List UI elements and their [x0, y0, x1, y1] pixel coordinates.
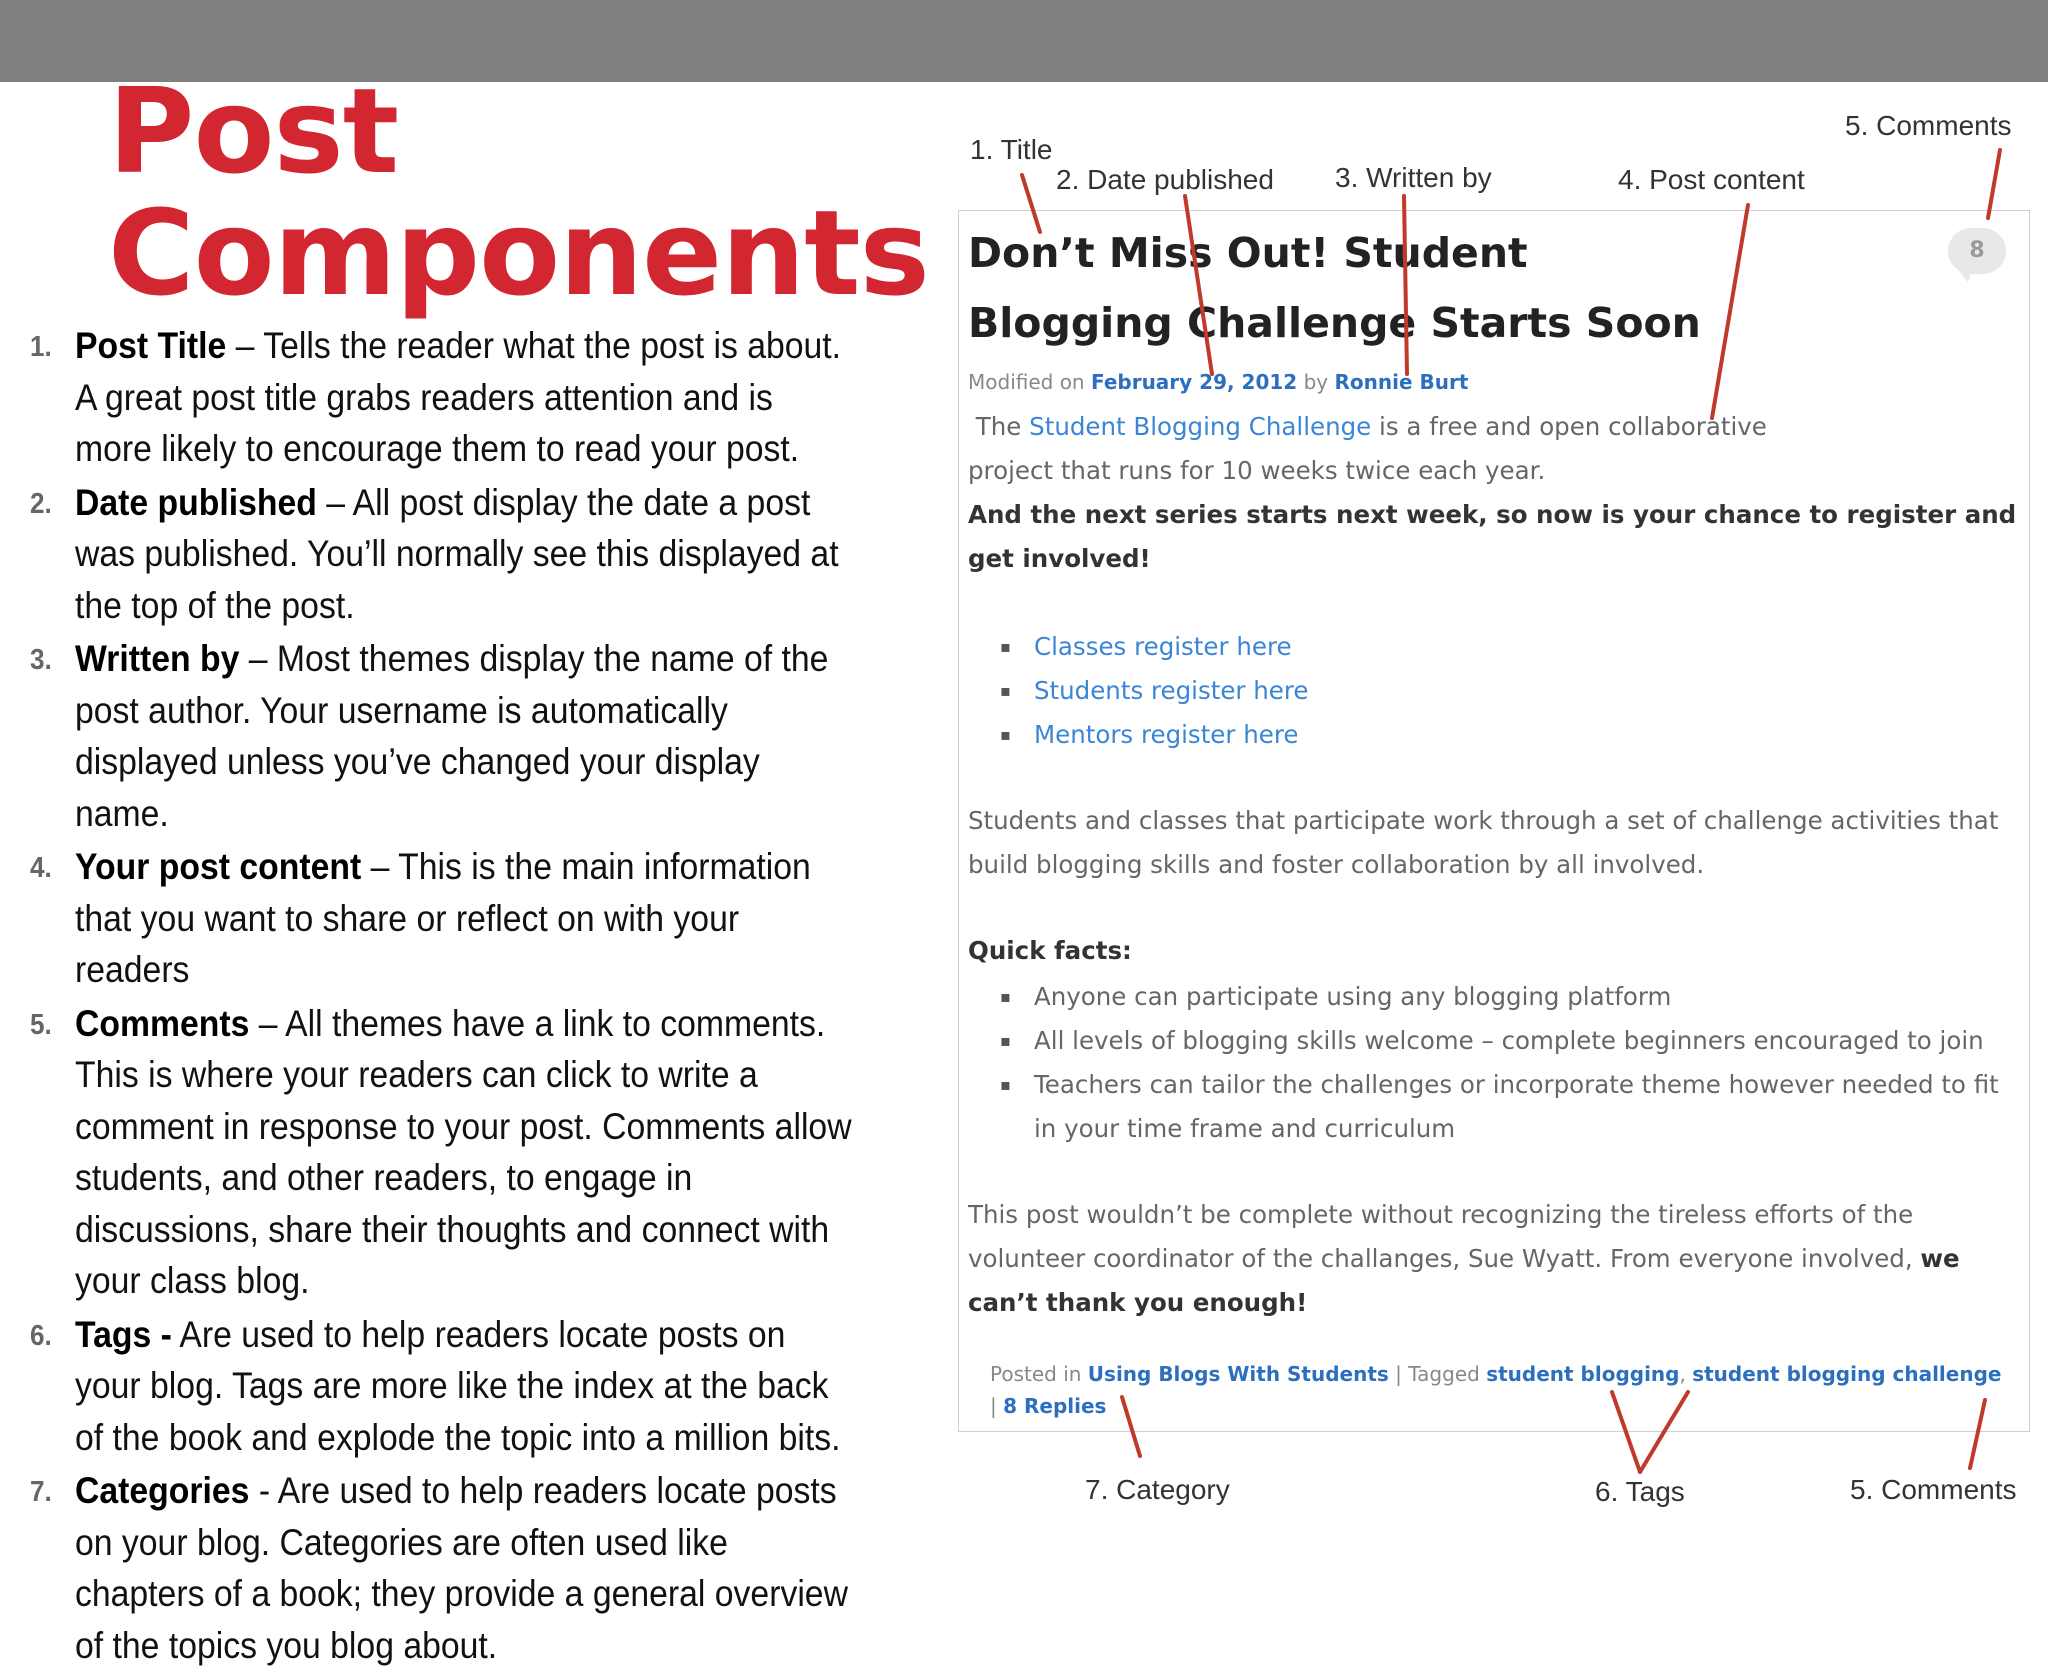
annotation-tags: 6. Tags [1595, 1476, 1685, 1507]
post-title[interactable]: Don’t Miss Out! Student Blogging Challenge Starts Soon [968, 229, 1701, 347]
list-item: ▪ Anyone can participate using any blogging platform [968, 975, 2028, 1019]
list-item: ▪ Teachers can tailor the challenges or incorporate theme however needed to fit in your time frame and curriculum [968, 1063, 2028, 1151]
meta-prefix: Modified on [968, 370, 1091, 394]
item-description: – Tells the reader what the post is about. A great post title grabs readers attention and is more likely to encourage them to read your post. [75, 324, 842, 469]
list-item: ▪ All levels of blogging skills welcome – complete beginners encouraged to join [968, 1019, 2028, 1063]
tag-link[interactable]: student blogging [1486, 1362, 1680, 1386]
mentors-register-link[interactable]: Mentors register here [1034, 720, 1299, 749]
item-description: - Are used to help readers locate posts on your blog. Categories are often used like chapters of a book; they provide a general overview of the topics you blog about. [75, 1469, 848, 1666]
students-register-link[interactable]: Students register here [1034, 676, 1309, 705]
item-term: Written by [75, 637, 240, 679]
separator: | [990, 1394, 1004, 1418]
date-link[interactable]: February 29, 2012 [1090, 370, 1298, 394]
closing-bold: we can’t thank you enough! [968, 1244, 1960, 1317]
pointer-comments-bottom [1970, 1400, 1985, 1468]
tag-separator: , [1679, 1362, 1693, 1386]
item-term: Your post content [75, 845, 362, 887]
quick-facts-heading: Quick facts: [968, 936, 1132, 965]
slide-title-line-1: Post [108, 62, 399, 200]
annotation-post-content: 4. Post content [1618, 164, 1805, 195]
item-term: Comments [75, 1001, 250, 1044]
item-number: 3. [30, 644, 52, 676]
item-number: 5. [30, 1008, 52, 1041]
classes-register-link[interactable]: Classes register here [1034, 632, 1292, 661]
annotation-comments-bottom: 5. Comments [1850, 1474, 2017, 1505]
replies-link[interactable]: 8 Replies [1003, 1394, 1107, 1418]
author-link[interactable]: Ronnie Burt [1334, 370, 1469, 394]
item-term: Categories [75, 1469, 250, 1511]
item-description: – This is the main information that you want to share or reflect on with your readers [75, 845, 811, 990]
annotation-date-published: 2. Date published [1056, 164, 1274, 195]
item-number: 7. [30, 1476, 52, 1508]
pointer-comments-top [1988, 150, 2000, 218]
pointer-tag-1 [1612, 1392, 1640, 1472]
closing-text: This post wouldn’t be complete without recognizing the tireless efforts of the volunteer coordinator of the challanges, Sue Wyatt. From everyone involved, [968, 1200, 1921, 1273]
comment-count-bubble[interactable]: 8 [1948, 228, 2006, 274]
description-paragraph: Students and classes that participate work through a set of challenge activities that build blogging skills and foster collaboration by all involved. [968, 806, 1999, 879]
pointer-date [1185, 196, 1212, 374]
category-link[interactable]: Using Blogs With Students [1087, 1362, 1389, 1386]
item-number: 1. [30, 331, 52, 363]
item-number: 4. [30, 852, 52, 884]
item-number: 6. [30, 1319, 52, 1352]
annotation-comments-top: 5. Comments [1845, 110, 2012, 141]
item-description: – All themes have a link to comments. This is where your readers can click to write a comment in response to your post. Comments allow students, and other readers, to engage in discussions, share their thoughts and connect with your class blog. [75, 1001, 852, 1301]
item-term: Tags - [75, 1312, 172, 1355]
bold-announcement: And the next series starts next week, so now is your chance to register and get involved! [968, 500, 2017, 573]
item-number: 2. [30, 487, 52, 520]
item-description: – All post display the date a post was published. You’ll normally see this displayed at the top of the post. [75, 480, 839, 626]
pointer-category [1122, 1397, 1140, 1456]
posted-in-label: Posted in [990, 1362, 1088, 1386]
intro-text-3: project that runs for 10 weeks twice each year. [968, 456, 1546, 485]
pointer-post-content [1712, 205, 1748, 418]
tag-link[interactable]: student blogging challenge [1692, 1362, 2002, 1386]
annotation-title: 1. Title [970, 134, 1053, 165]
item-description: Are used to help readers locate posts on your blog. Tags are more like the index at the back of the book and explode the topic into a million bits. [75, 1312, 841, 1458]
annotation-category: 7. Category [1085, 1474, 1230, 1505]
slide-title-line-2: Components [108, 184, 929, 322]
item-description: – Most themes display the name of the post author. Your username is automatically displayed unless you’ve changed your display name. [75, 637, 829, 834]
meta-by: by [1297, 370, 1335, 394]
item-term: Post Title [75, 324, 227, 366]
intro-text: The [975, 412, 1030, 441]
tagged-label: | Tagged [1388, 1362, 1487, 1386]
pointer-tag-2 [1640, 1392, 1688, 1472]
pointer-written-by [1404, 196, 1407, 374]
intro-text-2: is a free and open collaborative [1371, 412, 1767, 441]
annotation-written-by: 3. Written by [1335, 162, 1492, 193]
challenge-link[interactable]: Student Blogging Challenge [1029, 412, 1372, 441]
pointer-title [1022, 175, 1040, 232]
item-term: Date published [75, 480, 317, 523]
